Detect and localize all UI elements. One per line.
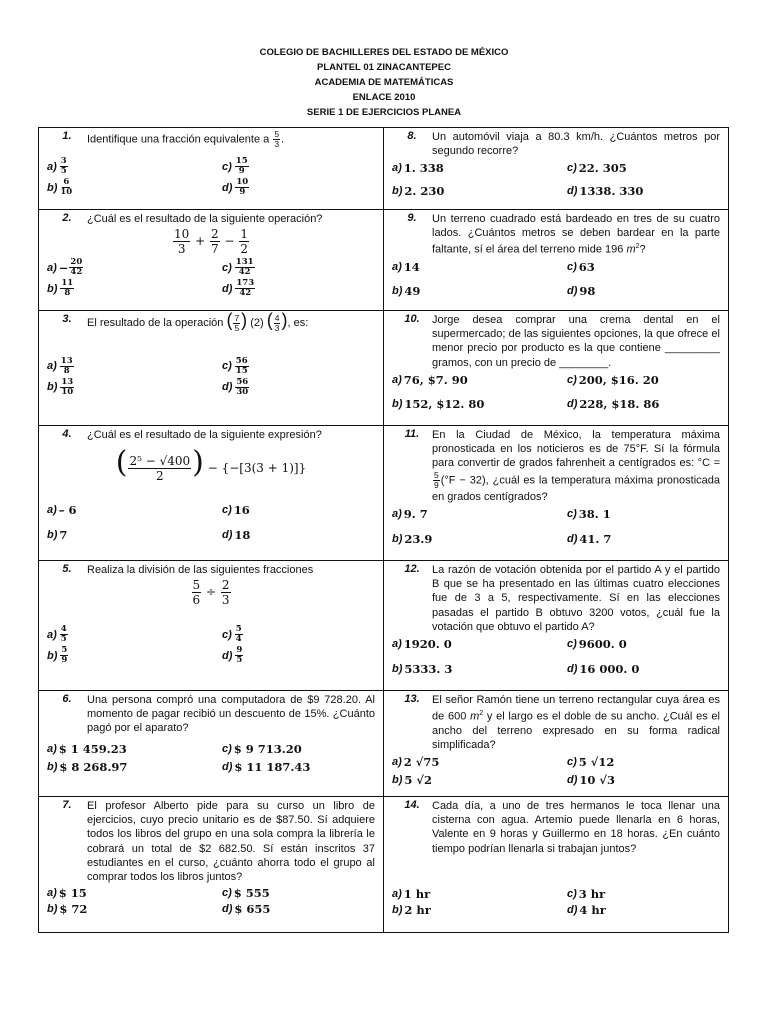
option-a: a) 1920. 0 <box>392 637 452 652</box>
option-d: d) $ 655 <box>222 902 271 917</box>
question-number: 9. <box>407 212 417 224</box>
option-a: a) $\frac{3}{5}$ <box>47 156 67 176</box>
option-b: b) $\frac{6}{10}$ <box>47 177 73 197</box>
option-c: c) 38. 1 <box>567 506 611 521</box>
option-b: b) 152, $12. 80 <box>392 396 485 411</box>
option-a: a) 1. 338 <box>392 161 444 176</box>
option-a: a) − $\frac{20}{42}$ <box>47 257 83 278</box>
option-c: c) $\frac{15}{9}$ <box>222 156 248 176</box>
question-text: Un automóvil viaja a 80.3 km/h. ¿Cuántos metros por segundo recorre? <box>432 131 720 158</box>
option-b: b) 23.9 <box>392 531 433 546</box>
option-d: d) 18 <box>222 528 251 543</box>
question-text: Identifique una fracción equivalente a $\frac{5}{3}$ . <box>87 129 285 149</box>
question-8 <box>384 128 729 210</box>
question-1 <box>39 128 384 210</box>
option-b: b) 2 hr <box>392 902 431 917</box>
option-a: a) $ 15 <box>47 886 87 901</box>
question-number: 14. <box>404 799 420 811</box>
option-d: d) 16 000. 0 <box>567 662 640 677</box>
question-7 <box>39 797 384 933</box>
option-d: d) 1338. 330 <box>567 184 644 199</box>
option-d: d) 98 <box>567 284 596 299</box>
option-b: b) $ 8 268.97 <box>47 759 128 774</box>
question-14 <box>384 797 729 933</box>
option-c: c) $ 9 713.20 <box>222 741 302 756</box>
option-a: a) 9. 7 <box>392 506 428 521</box>
option-d: d) $\frac{56}{30}$ <box>222 376 249 397</box>
question-5 <box>39 561 384 691</box>
question-number: 2. <box>62 212 72 224</box>
option-b: b) 5333. 3 <box>392 662 453 677</box>
option-c: c) 200, $16. 20 <box>567 372 659 387</box>
question-13 <box>384 691 729 797</box>
option-c: c) 5 √12 <box>567 755 615 770</box>
option-a: a) $ 1 459.23 <box>47 741 127 756</box>
question-number: 3. <box>62 313 72 325</box>
header-school: COLEGIO DE BACHILLERES DEL ESTADO DE MÉXICO <box>259 47 509 58</box>
question-text: Un terreno cuadrado está bardeado en tres de su cuatro lados. ¿Cuántos metros se deben bardear en la parte faltante, sí el área del terreno mide 196 $m^2$? <box>432 213 720 257</box>
question-11 <box>384 426 729 561</box>
option-c: c) $\frac{56}{15}$ <box>222 355 248 376</box>
question-3 <box>39 311 384 426</box>
option-c: c) 22. 305 <box>567 161 627 176</box>
question-9 <box>384 210 729 311</box>
question-number: 6. <box>62 693 72 705</box>
header-exam: ENLACE 2010 <box>352 92 416 103</box>
option-c: c) $\frac{131}{42}$ <box>222 257 254 278</box>
question-number: 10. <box>404 313 420 325</box>
question-text: El resultado de la operación ( $\frac{7}{5}$ ) (2) ( $\frac{4}{3}$ ), es: <box>87 310 309 333</box>
option-a: a) 1 hr <box>392 886 431 901</box>
header-academy: ACADEMIA DE MATEMÁTICAS <box>314 77 454 88</box>
option-c: c) $ 555 <box>222 886 270 901</box>
option-a: a) $\frac{13}{8}$ <box>47 355 73 376</box>
question-number: 1. <box>62 130 72 142</box>
option-a: a) – 6 <box>47 503 77 518</box>
option-d: d) 41. 7 <box>567 531 612 546</box>
question-6 <box>39 691 384 797</box>
question-number: 13. <box>404 693 420 705</box>
option-d: d) 10 √3 <box>567 773 615 788</box>
option-b: b) $\frac{11}{8}$ <box>47 278 74 299</box>
operation-expression: $\frac{5}{6}$ ÷ $\frac{2}{3}$ <box>192 578 230 608</box>
question-text: Jorge desea comprar una crema dental en el supermercado; de las siguientes opciones, la que ofrece el menor precio por producto es la que contiene _________ gramos, con un precio de ________. <box>432 314 720 369</box>
exercise-table <box>38 127 729 933</box>
option-c: c) 3 hr <box>567 886 606 901</box>
question-4 <box>39 426 384 561</box>
option-b: b) 7 <box>47 528 68 543</box>
question-text: Cada día, a uno de tres hermanos le toca llenar una cisterna con agua. Artemio puede llenarla en 6 horas, Valente en 9 horas y Guillermo en 18 horas. ¿En cuánto tiempo podrían llenarla si trabajan juntos? <box>432 800 720 855</box>
question-10 <box>384 311 729 426</box>
option-d: d) $ 11 187.43 <box>222 759 311 774</box>
question-text: Una persona compró una computadora de $9 728.20. Al momento de pagar recibió un descuento de 15%. ¿Cuánto pagó por el aparato? <box>87 694 375 735</box>
document-header <box>0 45 768 120</box>
question-number: 12. <box>404 563 420 575</box>
option-a: a) 14 <box>392 260 420 275</box>
option-d: d) 4 hr <box>567 902 606 917</box>
option-a: a) 2 √75 <box>392 755 440 770</box>
option-b: b) 2. 230 <box>392 184 445 199</box>
option-c: c) 16 <box>222 503 250 518</box>
option-c: c) $\frac{5}{4}$ <box>222 624 242 645</box>
option-c: c) 9600. 0 <box>567 637 627 652</box>
question-text: En la Ciudad de México, la temperatura máxima pronosticada en los noticieros es de 75°F. Sí la fórmula para convertir de grados fahrenheit a centígrados es: °C = $\frac{5}{9}$ (°F − 32), ¿cuál es la temperatura máxima pronosticada en grados centígrados? <box>432 429 721 503</box>
operation-expression: $\frac{10}{3}$ + $\frac{2}{7}$ − $\frac{1}{2}$ <box>174 227 248 257</box>
option-a: a) 76, $7. 90 <box>392 372 468 387</box>
question-number: 7. <box>62 799 72 811</box>
option-b: b) $\frac{13}{10}$ <box>47 376 74 397</box>
option-d: d) $\frac{9}{5}$ <box>222 645 243 666</box>
question-12 <box>384 561 729 691</box>
question-number: 11. <box>404 428 420 440</box>
question-text: El profesor Alberto pide para su curso un libro de ejercicios, cuyo precio unitario es de $87.50. Sí adquiere todos los libros del grupo en una sola compra la librería le cobrará un total de $2 682.50. Sí están inscritos 37 estudiantes en el curso, ¿cuánto ahorra todo el grupo al comprar todos los libros juntos? <box>87 800 375 884</box>
option-b: b) $\frac{5}{9}$ <box>47 645 68 666</box>
option-c: c) 63 <box>567 260 595 275</box>
option-b: b) $ 72 <box>47 902 88 917</box>
option-a: a) $\frac{4}{5}$ <box>47 624 67 645</box>
option-b: b) 5 √2 <box>392 773 432 788</box>
question-number: 8. <box>407 130 417 142</box>
option-d: d) $\frac{173}{42}$ <box>222 278 255 299</box>
question-number: 5. <box>62 563 72 575</box>
question-number: 4. <box>62 428 72 440</box>
option-d: d) $\frac{10}{9}$ <box>222 177 249 197</box>
option-d: d) 228, $18. 86 <box>567 396 660 411</box>
question-2 <box>39 210 384 311</box>
question-text: Realiza la división de las siguientes fracciones <box>87 564 314 576</box>
option-b: b) 49 <box>392 284 421 299</box>
header-series: SERIE 1 DE EJERCICIOS PLANEA <box>306 107 462 118</box>
question-text: ¿Cuál es el resultado de la siguiente operación? <box>87 213 323 225</box>
operation-expression: ( $\frac{\text{2⁵ − √400}}{2}$ ) − {−[3(3 + 1)]} <box>115 445 307 484</box>
question-text: ¿Cuál es el resultado de la siguiente expresión? <box>87 429 322 441</box>
question-text: El señor Ramón tiene un terreno rectangular cuya área es de 600 $m^2$ y el largo es el doble de su ancho. ¿Cuál es el ancho del terreno expresado en su forma radical simplificada? <box>432 694 720 752</box>
header-campus: PLANTEL 01 ZINACANTEPEC <box>317 62 451 73</box>
question-text: La razón de votación obtenida por el partido A y el partido B que se ha presentado en las últimas cuatro elecciones fue de 3 a 5, respectivamente. Sí en las elecciones pasadas el partido B obtuvo 3200 votos, ¿cuál fue la votación que obtuvo el partido A? <box>432 564 720 633</box>
